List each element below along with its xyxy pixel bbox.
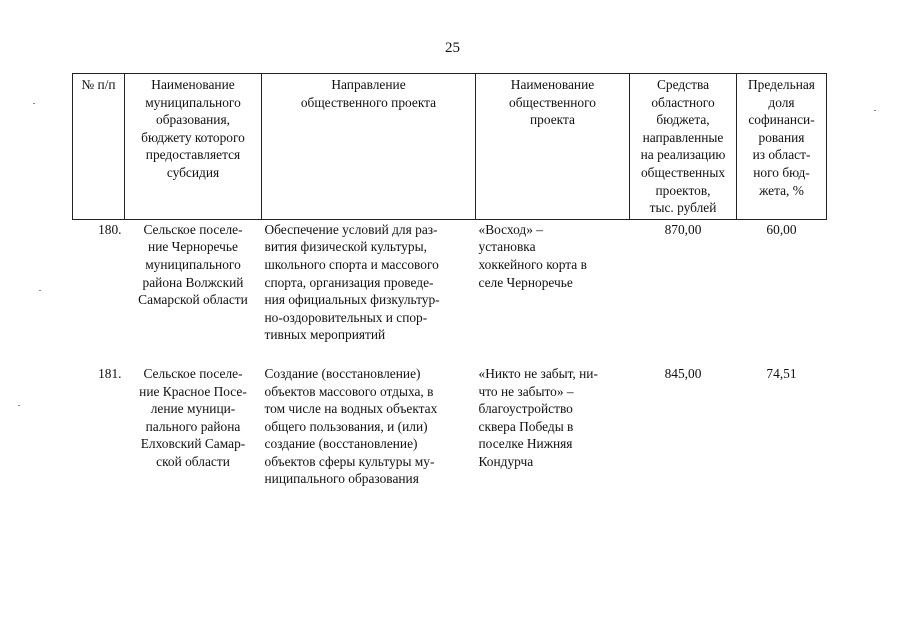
scan-speck [33,103,35,104]
header-project-direction: Направление общественного проекта [262,74,476,220]
row-funds: 845,00 [664,365,702,381]
row-funds: 870,00 [664,221,702,237]
header-municipality: Наименование муниципального образования, бюджету которого предоставляется субсидия [125,74,262,220]
table-header-row [73,74,827,220]
row-project: «Никто не забыт, ни- что не забыто» – благоустройство сквера Победы в поселке Нижняя Кондурча [478,365,598,469]
scan-speck [39,290,41,291]
scan-speck [874,110,876,111]
header-number: № п/п [73,74,125,220]
row-share: 74,51 [766,365,797,381]
row-project: «Восход» – установка хоккейного корта в селе Черноречье [478,221,587,290]
row-direction: Создание (восстановление) объектов массового отдыха, в том числе на водных объектах общего пользования, и (или) создание (восстановление) объектов сферы культуры му- ниципального образования [264,365,438,487]
table-row [73,364,827,508]
header-budget-funds: Средства областного бюджета, направленные на реализацию общественных проектов, тыс. рублей [630,74,737,220]
row-direction: Обеспечение условий для раз- вития физической культуры, школьного спорта и массового спорта, организация проведе- ния официальных физкультур- но-оздоровительных и спор- тивных мероприятий [264,221,440,343]
row-share: 60,00 [766,221,797,237]
header-project-name: Наименование общественного проекта [476,74,630,220]
row-municipality: Сельское поселе- ние Черноречье муниципального района Волжский Самарской области [138,221,248,308]
table-row [73,219,827,364]
subsidy-table [72,73,827,508]
row-municipality: Сельское поселе- ние Красное Посе- ление муници- пального района Елховский Самар- ской области [139,365,247,469]
scan-speck [18,405,20,406]
row-number: 180. [98,221,122,237]
page-number: 25 [445,40,460,56]
row-number: 181. [98,365,122,381]
header-cofinancing-share: Предельная доля софинанси- рования из област- ного бюд- жета, % [737,74,827,220]
